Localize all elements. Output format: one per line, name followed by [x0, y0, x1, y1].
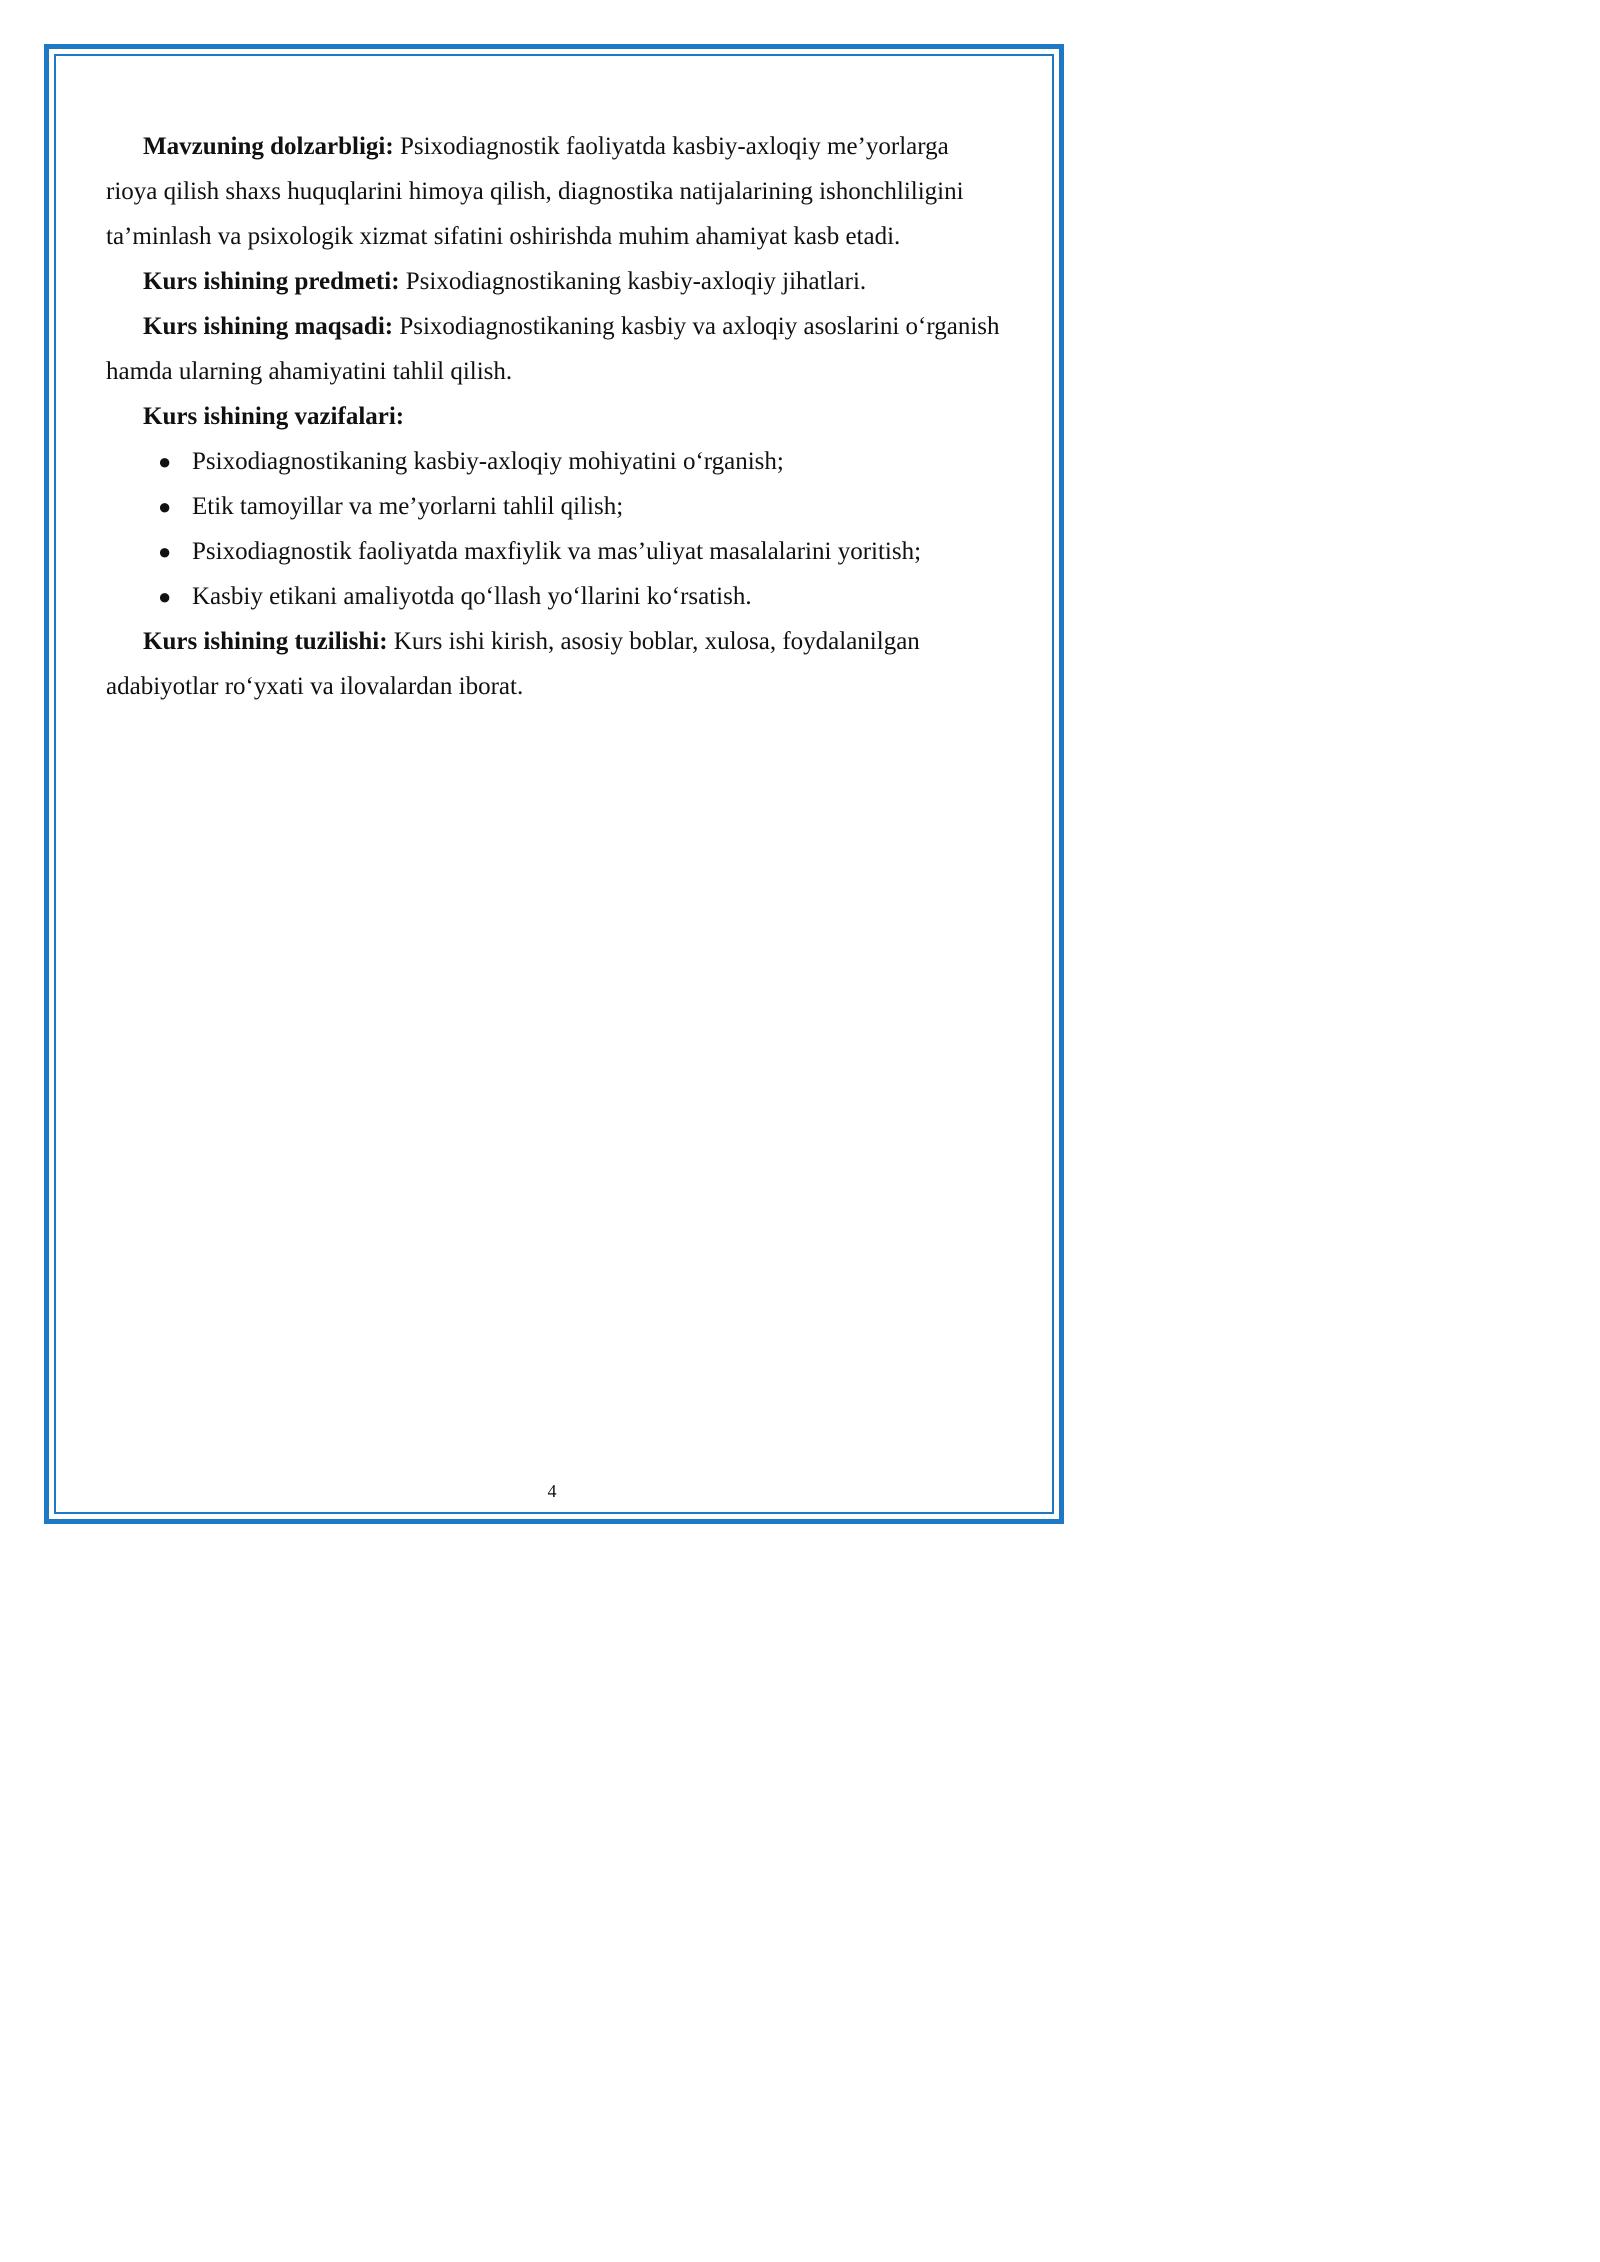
- document-body: [106, 124, 1006, 709]
- subject-text: Psixodiagnostikaning kasbiy-axloqiy jihatlari.: [399, 268, 867, 295]
- relevance-text: Psixodiagnostik faoliyatda kasbiy-axloqiy me’yorlarga rioya qilish shaxs huquqlarini himoya qilish, diagnostika natijalarining ishonchliligini ta’minlash va psixologik xizmat sifatini oshirishda muhim ahamiyat kasb etadi.: [106, 133, 964, 250]
- tasks-heading: [106, 394, 1006, 439]
- list-item-text: Kasbiy etikani amaliyotda qo‘llash yo‘llarini ko‘rsatish.: [192, 583, 752, 610]
- bullet-icon: ●: [158, 449, 172, 474]
- subject-paragraph: [106, 259, 1006, 304]
- structure-label: Kurs ishining tuzilishi:: [143, 628, 388, 655]
- tasks-list: [106, 439, 1006, 619]
- list-item-text: Etik tamoyillar va me’yorlarni tahlil qilish;: [192, 493, 624, 520]
- structure-paragraph: [106, 619, 1006, 709]
- list-item: [106, 439, 1006, 484]
- bullet-icon: ●: [158, 494, 172, 519]
- bullet-icon: ●: [158, 584, 172, 609]
- list-item: [106, 484, 1006, 529]
- subject-label: Kurs ishining predmeti:: [143, 268, 400, 295]
- relevance-label: Mavzuning dolzarbligi:: [143, 133, 394, 160]
- tasks-label: Kurs ishining vazifalari:: [143, 403, 405, 430]
- goal-text: Psixodiagnostikaning kasbiy va axloqiy asoslarini o‘rganish hamda ularning ahamiyatini tahlil qilish.: [106, 313, 1000, 385]
- structure-text: Kurs ishi kirish, asosiy boblar, xulosa, foydalanilgan adabiyotlar ro‘yxati va ilovalardan iborat.: [106, 628, 920, 700]
- list-item: [106, 529, 1006, 574]
- list-item: [106, 574, 1006, 619]
- goal-paragraph: [106, 304, 1006, 394]
- list-item-text: Psixodiagnostik faoliyatda maxfiylik va mas’uliyat masalalarini yoritish;: [192, 538, 922, 565]
- goal-label: Kurs ishining maqsadi:: [143, 313, 394, 340]
- list-item-text: Psixodiagnostikaning kasbiy-axloqiy mohiyatini o‘rganish;: [192, 448, 784, 475]
- relevance-paragraph: [106, 124, 1006, 259]
- page-number: 4: [547, 1481, 557, 1501]
- bullet-icon: ●: [158, 539, 172, 564]
